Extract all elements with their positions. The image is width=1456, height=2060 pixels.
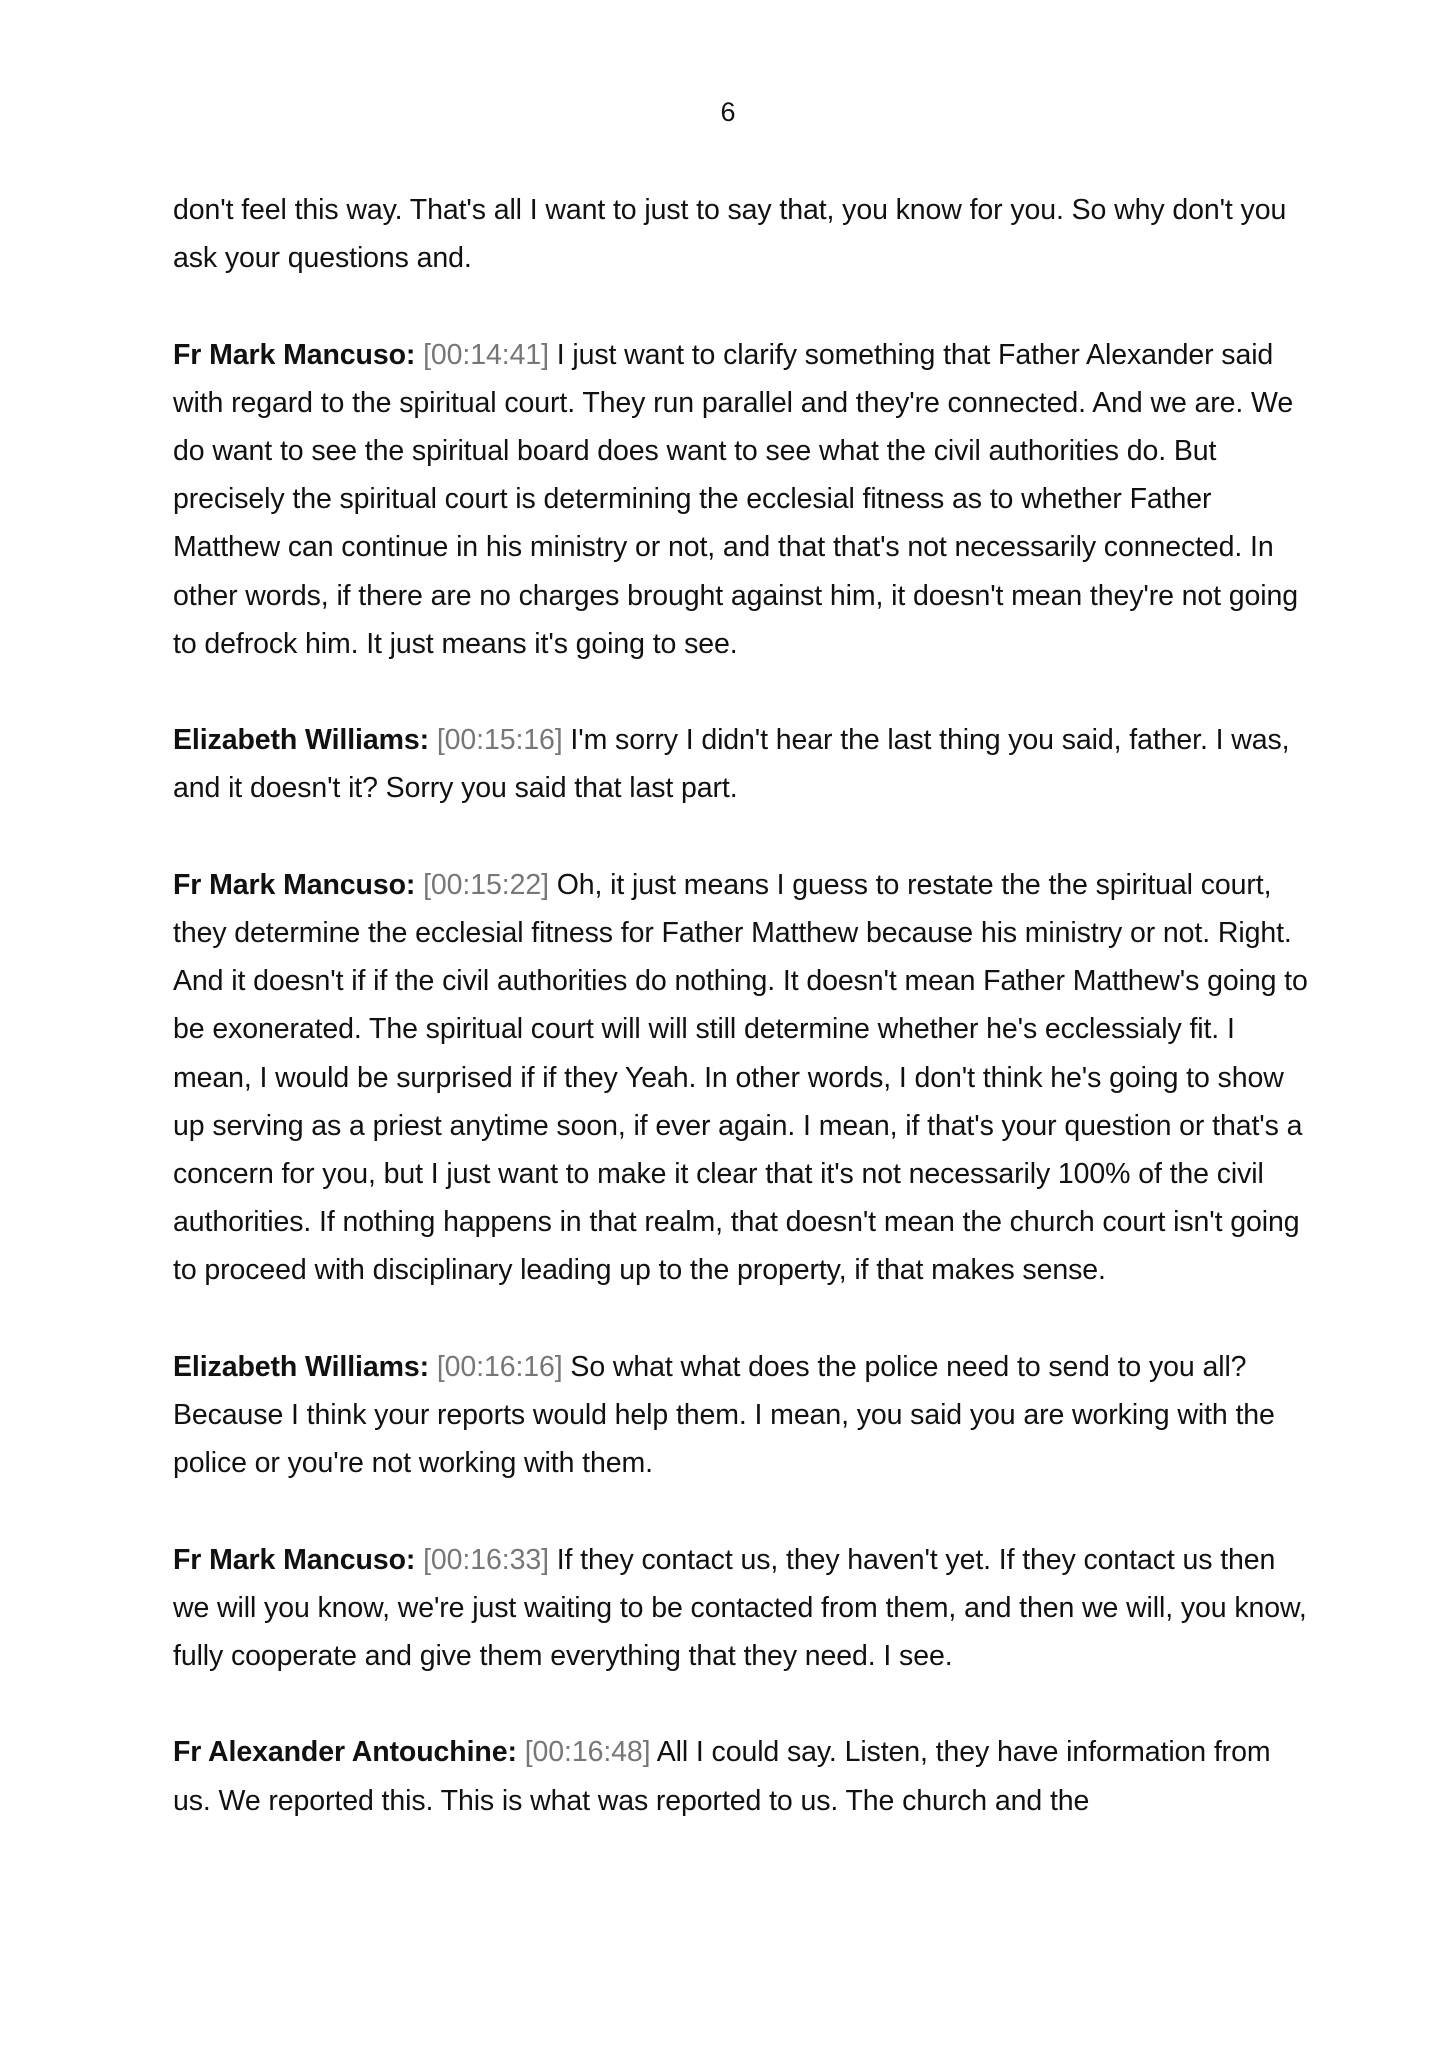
utterance-text: Oh, it just means I guess to restate the the spiritual court, they determine the ecclesial fitness for Father Matthew because his ministry or not. Right. And it doesn't if if the civil authorities do nothing. It doesn't mean Father Matthew's going to be exonerated. The spiritual court will will still determine whether he's ecclessialy fit. I mean, I would be surprised if if they Yeah. In other words, I don't think he's going to show up serving as a priest anytime soon, if ever again. I mean, if that's your question or that's a concern for you, but I just want to make it clear that it's not necessarily 100% of the civil authorities. If nothing happens in that realm, that doesn't mean the church court isn't going to proceed with disciplinary leading up to the property, if that makes sense. <box>173 868 1308 1287</box>
timestamp: [00:15:22] <box>423 868 549 901</box>
speaker-name: Elizabeth Williams: <box>173 1350 429 1383</box>
utterance-text: All I could say. Listen, they have information from us. We reported this. This is what was reported to us. The church and the <box>173 1736 1271 1817</box>
transcript-paragraph <box>173 1536 1313 1681</box>
timestamp: [00:16:16] <box>436 1350 563 1383</box>
transcript-body <box>173 186 1313 1873</box>
transcript-paragraph <box>173 1343 1313 1488</box>
timestamp: [00:14:41] <box>423 338 549 371</box>
page-number: 6 <box>720 97 736 127</box>
timestamp: [00:16:48] <box>524 1736 651 1769</box>
transcript-paragraph <box>173 861 1313 1295</box>
speaker-name: Fr Alexander Antouchine: <box>173 1736 517 1769</box>
utterance-text: I just want to clarify something that Father Alexander said with regard to the spiritual court. They run parallel and they're connected. And we are. We do want to see the spiritual board does want to see what the civil authorities do. But precisely the spiritual court is determining the ecclesial fitness as to whether Father Matthew can continue in his ministry or not, and that that's not necessarily connected. In other words, if there are no charges brought against him, it doesn't mean they're not going to defrock him. It just means it's going to see. <box>173 338 1299 660</box>
timestamp: [00:16:33] <box>423 1543 549 1576</box>
utterance-text: If they contact us, they haven't yet. If they contact us then we will you know, we're just waiting to be contacted from them, and then we will, you know, fully cooperate and give them everything that they need. I see. <box>173 1543 1307 1673</box>
timestamp: [00:15:16] <box>436 724 563 757</box>
speaker-name: Elizabeth Williams: <box>173 724 429 757</box>
speaker-name: Fr Mark Mancuso: <box>173 868 416 901</box>
utterance-text: don't feel this way. That's all I want to just to say that, you know for you. So why don't you ask your questions and. <box>173 194 1287 275</box>
transcript-paragraph <box>173 186 1313 282</box>
utterance-text: I'm sorry I didn't hear the last thing you said, father. I was, and it doesn't it? Sorry you said that last part. <box>173 724 1290 805</box>
speaker-name: Fr Mark Mancuso: <box>173 1543 416 1576</box>
transcript-paragraph <box>173 716 1313 812</box>
transcript-paragraph <box>173 1728 1313 1824</box>
transcript-paragraph <box>173 331 1313 668</box>
utterance-text: So what what does the police need to send to you all? Because I think your reports would help them. I mean, you said you are working with the police or you're not working with them. <box>173 1350 1275 1480</box>
speaker-name: Fr Mark Mancuso: <box>173 338 416 371</box>
